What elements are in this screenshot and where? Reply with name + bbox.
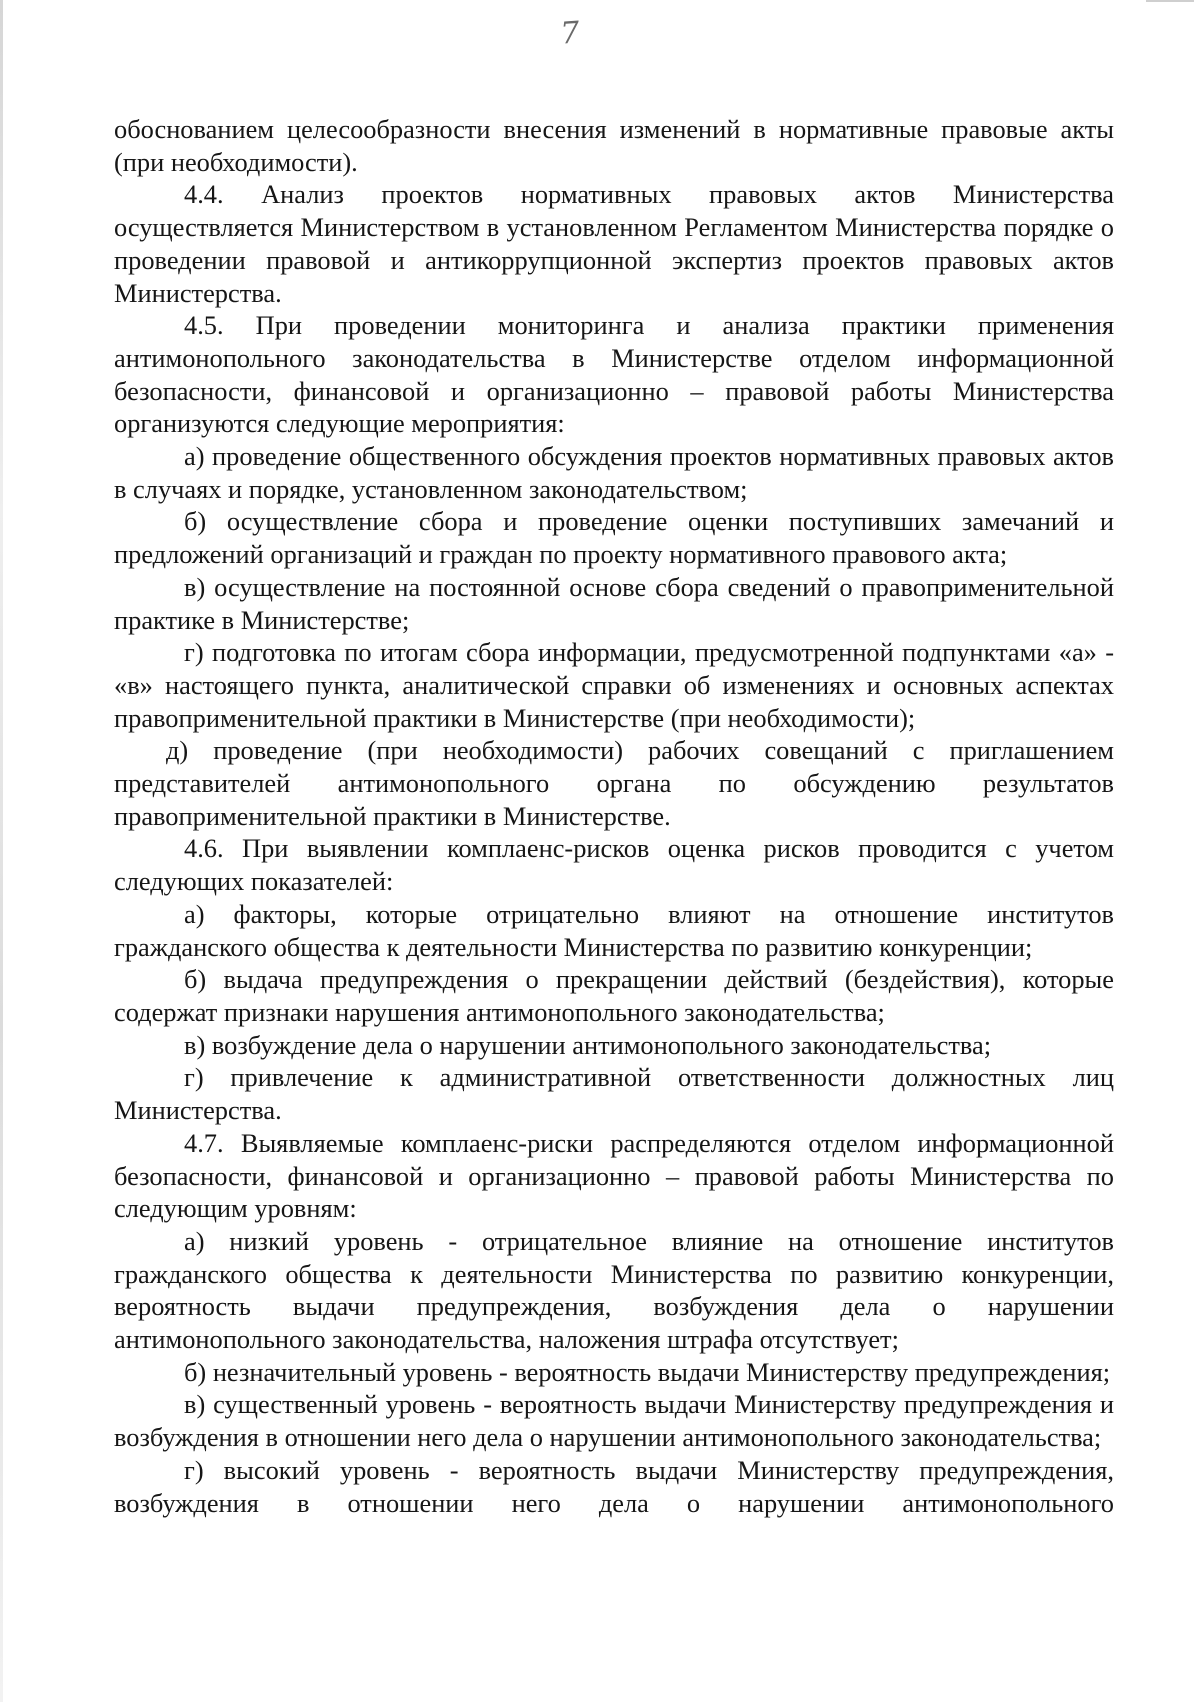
paragraph-4-5: 4.5. При проведении мониторинга и анализа практики применения антимонопольного законодательства в Министерстве отделом информационной безопасности, финансовой и организационно – правовой работы Министерства организуются следующие мероприятия: bbox=[114, 310, 1114, 439]
list-item-4-5-b: б) осуществление сбора и проведение оценки поступивших замечаний и предложений организаций и граждан по проекту нормативного правового акта; bbox=[114, 506, 1114, 570]
paragraph-4-4: 4.4. Анализ проектов нормативных правовых актов Министерства осуществляется Министерством в установленном Регламентом Министерства порядке о проведении правовой и антикоррупционной экспертиз проектов правовых актов Министерства. bbox=[114, 179, 1114, 308]
list-item-4-5-d: д) проведение (при необходимости) рабочих совещаний с приглашением представителей антимонопольного органа по обсуждению результатов правоприменительной практики в Министерстве. bbox=[114, 735, 1114, 831]
list-item-4-5-v: в) осуществление на постоянной основе сбора сведений о правоприменительной практике в Министерстве; bbox=[114, 571, 1114, 635]
paragraph-continuation: обоснованием целесообразности внесения изменений в нормативные правовые акты (при необходимости). bbox=[114, 114, 1114, 177]
list-item-4-5-g: г) подготовка по итогам сбора информации, предусмотренной подпунктами «а» - «в» настоящего пункта, аналитической справки об изменениях и основных аспектах правоприменительной практики в Министерстве (при необходимости); bbox=[114, 637, 1114, 733]
list-item-4-7-b: б) незначительный уровень - вероятность выдачи Министерству предупреждения; bbox=[184, 1356, 1111, 1387]
document-body bbox=[114, 113, 1114, 1519]
list-item-4-6-v: в) возбуждение дела о нарушении антимонопольного законодательства; bbox=[184, 1029, 992, 1060]
list-item-4-7-v: в) существенный уровень - вероятность выдачи Министерству предупреждения и возбуждения в отношении него дела о нарушении антимонопольного законодательства; bbox=[114, 1389, 1114, 1453]
list-item-4-6-b: б) выдача предупреждения о прекращении действий (бездействия), которые содержат признаки нарушения антимонопольного законодательства; bbox=[114, 964, 1114, 1027]
scan-edge bbox=[0, 0, 3, 1702]
paragraph-4-6: 4.6. При выявлении комплаенс-рисков оценка рисков проводится с учетом следующих показателей: bbox=[114, 833, 1114, 897]
list-item-4-7-a: а) низкий уровень - отрицательное влияние на отношение институтов гражданского общества к деятельности Министерства по развитию конкуренции, вероятность выдачи предупреждения, возбуждения дела о нарушении антимонопольного законодательства, наложения штрафа отсутствует; bbox=[114, 1225, 1114, 1355]
list-item-4-5-a: а) проведение общественного обсуждения проектов нормативных правовых актов в случаях и порядке, установленном законодательством; bbox=[114, 441, 1114, 504]
paragraph-4-7: 4.7. Выявляемые комплаенс-риски распределяются отделом информационной безопасности, финансовой и организационно – правовой работы Министерства по следующим уровням: bbox=[114, 1127, 1114, 1224]
list-item-4-7-g: г) высокий уровень - вероятность выдачи Министерству предупреждения, возбуждения в отношении него дела о нарушении антимонопольного bbox=[114, 1454, 1114, 1518]
list-item-4-6-g: г) привлечение к административной ответственности должностных лиц Министерства. bbox=[114, 1062, 1114, 1126]
list-item-4-6-a: а) факторы, которые отрицательно влияют на отношение институтов гражданского общества к деятельности Министерства по развитию конкуренции; bbox=[114, 898, 1114, 962]
page-number: 7 bbox=[559, 15, 581, 52]
scan-corner-mark bbox=[1146, 0, 1194, 2]
